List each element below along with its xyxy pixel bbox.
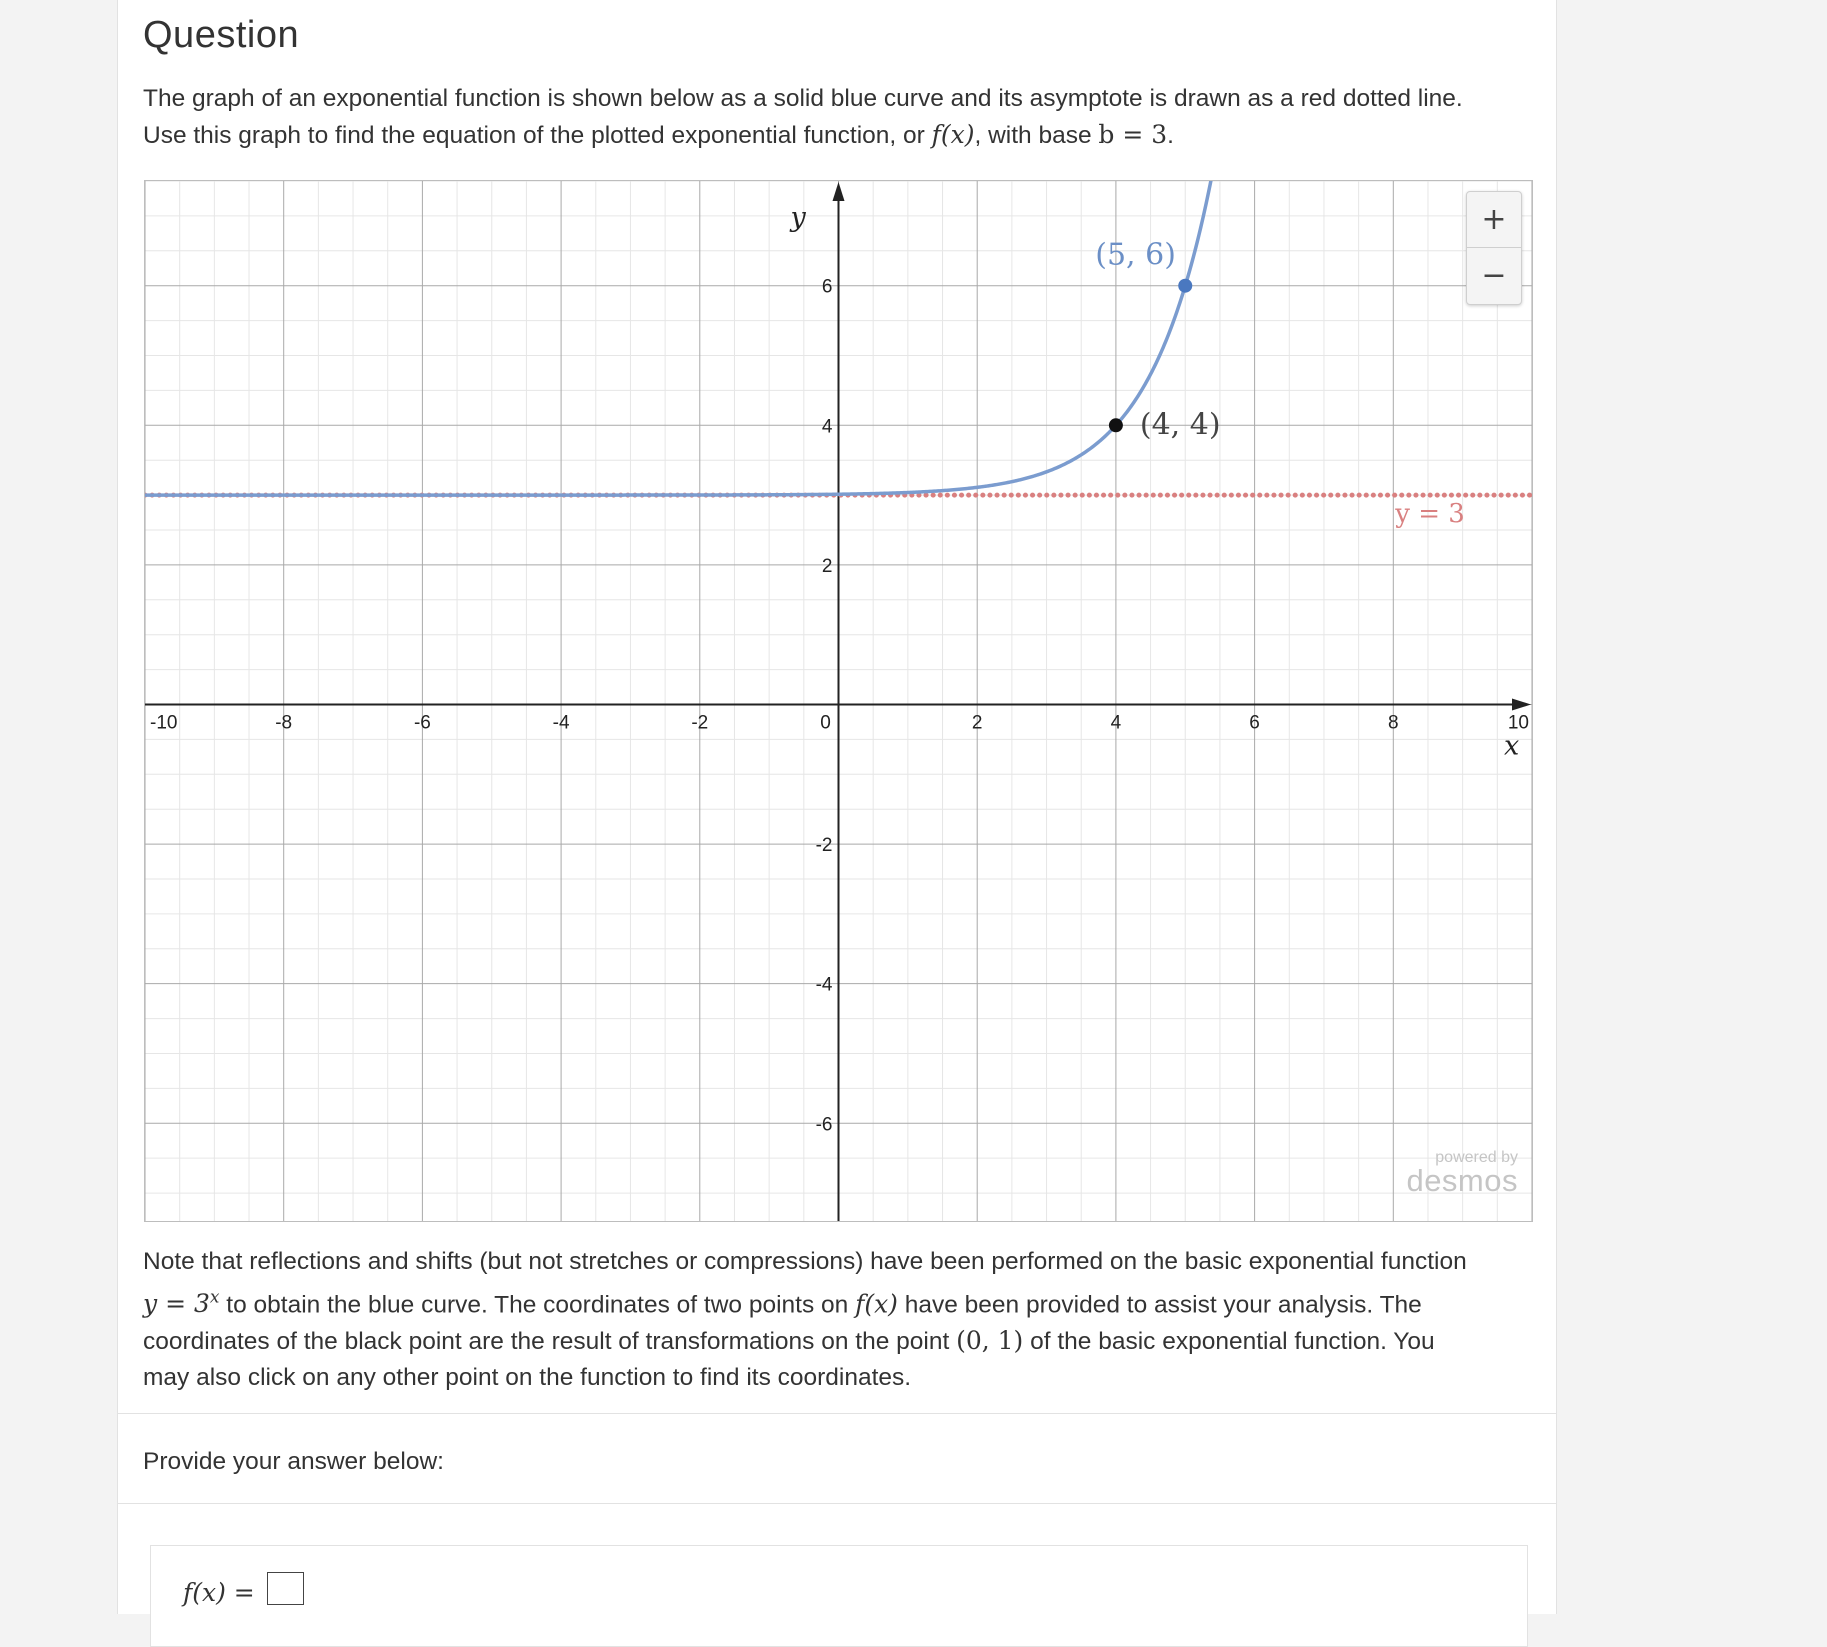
- answer-label: f(x) =: [183, 1578, 255, 1607]
- asymptote-label: y = 3: [1395, 499, 1465, 530]
- x-tick-label: -4: [552, 712, 570, 734]
- x-axis-label: x: [1504, 730, 1520, 762]
- question-line-2-end: .: [1167, 122, 1174, 149]
- question-text: [143, 81, 1553, 154]
- divider: [118, 1413, 1556, 1414]
- question-line-2: [143, 117, 1553, 154]
- points-layer: [1095, 238, 1220, 443]
- x-tick-label: -8: [275, 712, 293, 734]
- desmos-brand: desmos: [1406, 1163, 1518, 1198]
- note-text: [143, 1244, 1553, 1396]
- x-tick-label: 8: [1388, 712, 1399, 734]
- point-marker: [1109, 418, 1123, 432]
- point-marker: [1178, 279, 1192, 293]
- x-tick-label: 10: [1507, 712, 1529, 734]
- y-axis-label: y: [790, 202, 806, 233]
- x-axis-arrow: [1512, 698, 1531, 710]
- point-label: (5, 6): [1095, 237, 1176, 273]
- divider: [118, 1503, 1556, 1504]
- answer-input[interactable]: [267, 1572, 304, 1605]
- x-tick-label: -6: [413, 712, 431, 734]
- base-math: b = 3: [1098, 120, 1168, 149]
- y-tick-label: -2: [815, 835, 833, 857]
- answer-box: [150, 1545, 1528, 1647]
- note-line-2: [143, 1280, 1553, 1323]
- fx-math: f(x): [931, 120, 975, 149]
- note-line-3-text: coordinates of the black point are the result of transformations on the point: [143, 1328, 957, 1356]
- y-axis-arrow: [833, 182, 845, 201]
- basic-equation: $y = 3^x$: [143, 1288, 220, 1319]
- exponential-curve: [145, 181, 1214, 495]
- y-tick-label: 6: [821, 276, 833, 298]
- graph-panel[interactable]: [144, 180, 1533, 1222]
- note-fx: f(x): [855, 1289, 898, 1319]
- question-title: Question: [143, 14, 300, 56]
- point-label: (4, 4): [1139, 407, 1221, 443]
- y-tick-label: 2: [821, 555, 833, 577]
- graph-svg[interactable]: [145, 181, 1532, 1221]
- y-tick-label: -6: [815, 1114, 833, 1136]
- x-tick-label: -2: [691, 712, 709, 734]
- note-line-4: may also click on any other point on the function to find its coordinates.: [143, 1364, 912, 1392]
- zoom-in-button[interactable]: +: [1467, 192, 1521, 248]
- note-line-2-mid: to obtain the blue curve. The coordinates of two points on: [219, 1291, 856, 1319]
- zoom-controls: [1466, 191, 1522, 305]
- question-line-2-mid: , with base: [974, 122, 1099, 149]
- question-card: [117, 0, 1557, 1614]
- origin-point: (0, 1): [956, 1326, 1024, 1356]
- question-line-2-text: Use this graph to find the equation of the plotted exponential function, or: [143, 122, 932, 149]
- answer-prompt: Provide your answer below:: [143, 1448, 444, 1475]
- desmos-logo: [1406, 1149, 1518, 1198]
- y-tick-label: 4: [821, 416, 833, 438]
- zoom-out-button[interactable]: −: [1481, 258, 1507, 293]
- x-tick-label: 4: [1110, 712, 1122, 734]
- note-line-3: [143, 1323, 1553, 1360]
- note-line-2-end: have been provided to assist your analysis. The: [897, 1291, 1422, 1319]
- note-line-1: Note that reflections and shifts (but not stretches or compressions) have been performed on the basic exponential function: [143, 1248, 1467, 1275]
- question-line-1: The graph of an exponential function is shown below as a solid blue curve and its asymptote is drawn as a red dotted line.: [143, 85, 1463, 112]
- x-tick-label: 0: [820, 712, 831, 734]
- x-tick-label: -10: [150, 712, 178, 734]
- x-tick-label: 6: [1249, 712, 1260, 734]
- note-line-3-end: of the basic exponential function. You: [1023, 1328, 1435, 1356]
- x-tick-label: 2: [971, 712, 983, 734]
- y-tick-label: -4: [815, 974, 833, 996]
- powered-by-text: powered by: [1435, 1149, 1518, 1166]
